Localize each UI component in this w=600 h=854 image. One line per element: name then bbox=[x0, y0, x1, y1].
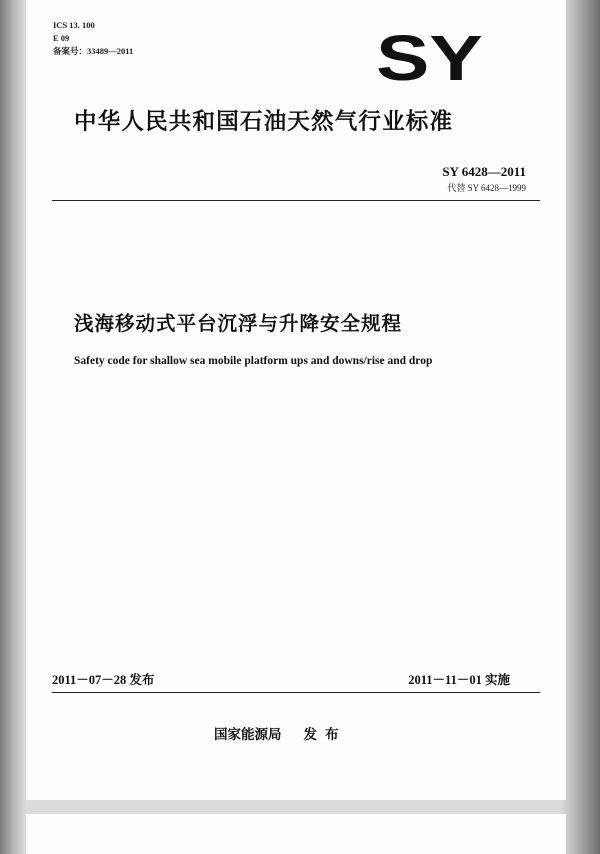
category-code: E 09 bbox=[53, 33, 70, 43]
issue-date: 2011－07－28 发布 bbox=[52, 673, 155, 687]
replaced-standard: 代替 SY 6428—1999 bbox=[447, 183, 526, 193]
issuer-action: 发布 bbox=[303, 727, 347, 743]
footer-divider bbox=[52, 692, 540, 693]
issuer-name: 国家能源局 bbox=[214, 727, 282, 743]
effective-date: 2011－11－01 实施 bbox=[408, 673, 510, 687]
document-cover-page bbox=[26, 0, 566, 800]
header-divider bbox=[52, 200, 540, 201]
issuer bbox=[214, 723, 347, 743]
standard-type-title: 中华人民共和国石油天然气行业标准 bbox=[74, 109, 454, 135]
standard-number: SY 6428—2011 bbox=[442, 164, 526, 179]
next-page-edge bbox=[26, 814, 566, 854]
sy-logo: SY bbox=[376, 22, 483, 94]
document-title: 浅海移动式平台沉浮与升降安全规程 bbox=[74, 312, 403, 335]
document-title-english: Safety code for shallow sea mobile platform ups and downs/rise and drop bbox=[74, 355, 433, 367]
ics-code: ICS 13. 100 bbox=[53, 20, 95, 30]
record-number: 备案号：33489—2011 bbox=[53, 46, 134, 56]
